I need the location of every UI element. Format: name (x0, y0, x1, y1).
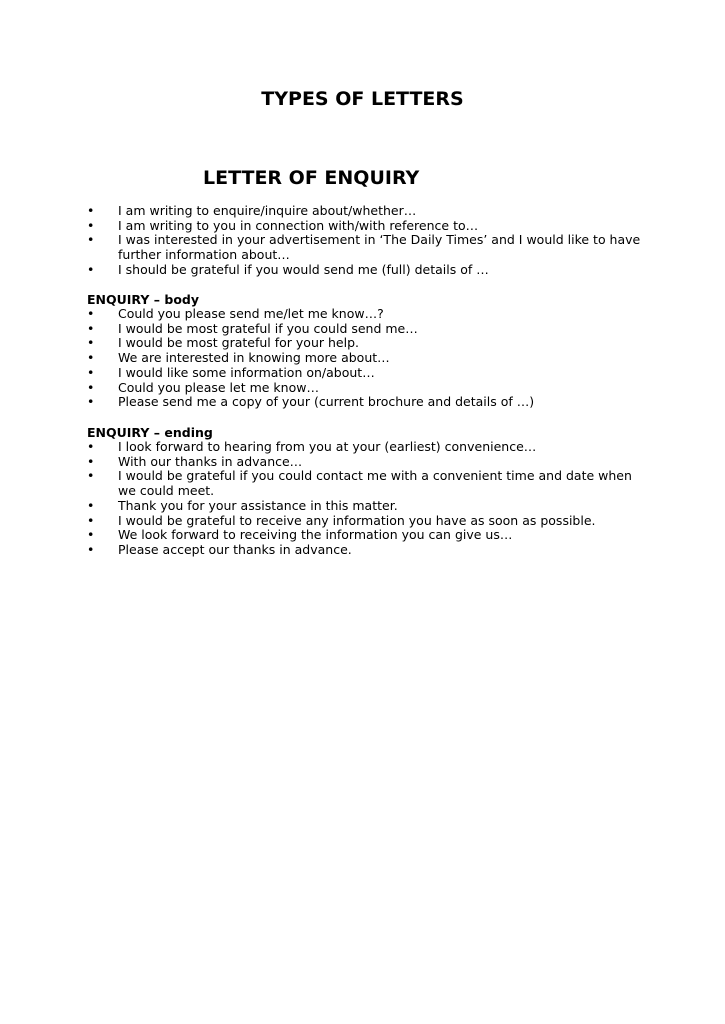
bullet-icon: • (87, 232, 95, 248)
bullet-icon: • (87, 306, 95, 321)
list-item-text: I am writing to you in connection with/with reference to… (118, 217, 479, 233)
bullet-icon: • (87, 350, 95, 366)
list-item-text: Could you please send me/let me know…? (118, 306, 384, 321)
list-item (87, 440, 647, 455)
bullet-icon: • (87, 261, 95, 277)
bullet-icon: • (87, 541, 95, 557)
list-item (87, 233, 647, 262)
enquiry-ending-block (87, 425, 647, 558)
list-item (87, 322, 647, 337)
bullet-icon: • (87, 453, 95, 469)
list-item-text: I would be most grateful for your help. (118, 335, 359, 351)
section-title: LETTER OF ENQUIRY (203, 167, 420, 189)
list-item (87, 469, 647, 498)
list-item-text: I would be most grateful if you could send me… (118, 320, 418, 336)
bullet-icon: • (87, 320, 95, 336)
bullet-icon: • (87, 439, 95, 454)
intro-block (87, 204, 647, 278)
list-item (87, 514, 647, 529)
list-item-text: I would be grateful to receive any information you have as soon as possible. (118, 512, 596, 528)
list-item (87, 307, 647, 322)
document-title: TYPES OF LETTERS (261, 88, 464, 110)
list-item (87, 381, 647, 396)
enquiry-body-heading: ENQUIRY – body (87, 292, 200, 307)
list-item-text: I look forward to hearing from you at your (earliest) convenience… (118, 439, 537, 454)
bullet-icon: • (87, 468, 95, 484)
list-item (87, 395, 647, 410)
bullet-icon: • (87, 379, 95, 395)
list-item-text: We are interested in knowing more about… (118, 350, 390, 366)
intro-list (87, 204, 647, 278)
list-item-text: With our thanks in advance… (118, 453, 303, 469)
list-item-text: I am writing to enquire/inquire about/whether… (118, 203, 417, 218)
enquiry-ending-list (87, 440, 647, 558)
list-item (87, 499, 647, 514)
bullet-icon: • (87, 203, 95, 218)
list-item-text: Please send me a copy of your (current brochure and details of …) (118, 394, 535, 410)
enquiry-ending-heading: ENQUIRY – ending (87, 425, 213, 440)
list-item-text: Please accept our thanks in advance. (118, 541, 352, 557)
bullet-icon: • (87, 497, 95, 513)
bullet-icon: • (87, 217, 95, 233)
list-item (87, 366, 647, 381)
bullet-icon: • (87, 335, 95, 351)
list-item (87, 204, 647, 219)
list-item-text: I would be grateful if you could contact me with a convenient time and date when we could meet. (118, 468, 632, 499)
list-item-text: I should be grateful if you would send me (full) details of … (118, 261, 489, 277)
enquiry-body-block (87, 292, 647, 410)
list-item (87, 263, 647, 278)
bullet-icon: • (87, 527, 95, 543)
bullet-icon: • (87, 394, 95, 410)
list-item (87, 543, 647, 558)
list-item (87, 455, 647, 470)
list-item-text: Thank you for your assistance in this matter. (118, 497, 398, 513)
list-item (87, 336, 647, 351)
bullet-icon: • (87, 512, 95, 528)
bullet-icon: • (87, 364, 95, 380)
enquiry-body-list (87, 307, 647, 410)
list-item-text: I was interested in your advertisement in ‘The Daily Times’ and I would like to have further information about… (118, 232, 641, 263)
list-item-text: We look forward to receiving the information you can give us… (118, 527, 513, 543)
list-item-text: Could you please let me know… (118, 379, 319, 395)
list-item (87, 351, 647, 366)
list-item-text: I would like some information on/about… (118, 364, 375, 380)
list-item (87, 528, 647, 543)
list-item (87, 219, 647, 234)
